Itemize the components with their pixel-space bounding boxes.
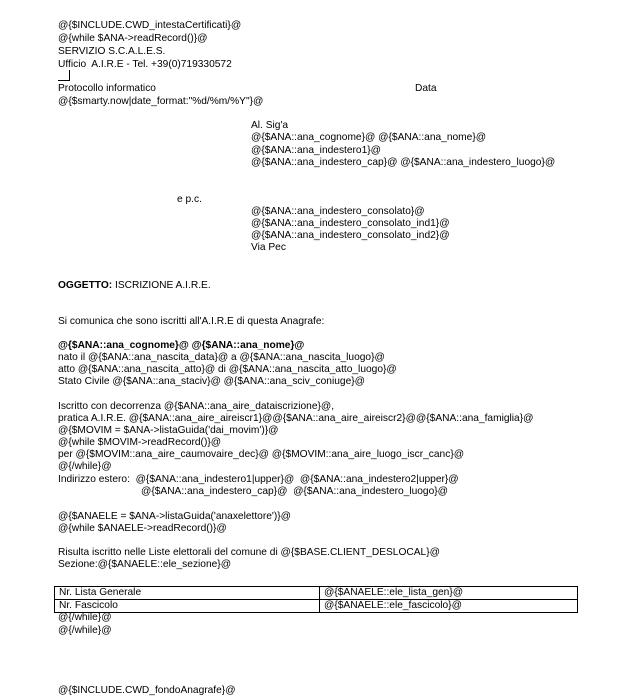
document-line <box>58 547 440 559</box>
line-text: Sezione:@{$ANAELE::ele_sezione}@ <box>58 559 232 570</box>
line-text: @{$ANA::ana_cognome}@ @{$ANA::ana_nome}@ <box>251 132 487 143</box>
text-cursor <box>58 70 70 81</box>
document-line <box>58 437 221 449</box>
line-text: @{$smarty.now|date_format:"%d/%m/%Y"}@ <box>58 96 264 107</box>
document-line <box>141 486 448 498</box>
line-text: @{$INCLUDE.CWD_intestaCertificati}@ <box>58 20 242 31</box>
line-text: @{$ANA::ana_cognome}@ @{$ANA::ana_nome}@ <box>58 340 305 351</box>
document-line <box>58 96 263 108</box>
electoral-list-table <box>54 586 578 613</box>
line-text: pratica A.I.R.E. @{$ANA::ana_aire_aireiscr1}@@{$ANA::ana_aire_aireiscr2}@@{$ANA::ana_famiglia}@ <box>58 413 534 424</box>
line-text: @{$INCLUDE.CWD_fondoAnagrafe}@ <box>58 685 236 696</box>
line-text: ISCRIZIONE A.I.R.E. <box>114 280 211 291</box>
line-text: Data <box>415 83 437 94</box>
line-text: per @{$MOVIM::ana_aire_caumovaire_dec}@ @{$MOVIM::ana_aire_luogo_iscr_canc}@ <box>58 449 465 460</box>
document-line <box>251 145 381 157</box>
document-line <box>58 425 278 437</box>
line-text: @{/while}@ <box>58 612 112 623</box>
document-line <box>251 132 486 144</box>
line-text: @{$ANA::ana_indestero_consolato}@ <box>251 206 425 217</box>
line-text: @{$ANA::ana_indestero1}@ <box>251 145 382 156</box>
document-line <box>58 33 208 45</box>
document-line <box>58 280 211 292</box>
table-cell-value: @{$ANAELE::ele_lista_gen}@ <box>320 587 578 600</box>
document-line <box>58 511 291 523</box>
line-text: Iscritto con decorrenza @{$ANA::ana_aire_dataiscrizione}@, <box>58 401 335 412</box>
document-line <box>58 340 304 352</box>
line-text: Via Pec <box>251 242 286 253</box>
document-line <box>58 20 241 32</box>
table-row <box>55 600 578 613</box>
line-text: Si comunica che sono iscritti all'A.I.R.E di questa Anagrafe: <box>58 316 325 327</box>
line-text: @{$MOVIM = $ANA->listaGuida('dai_movim')}@ <box>58 425 279 436</box>
document-line <box>251 120 288 132</box>
table-cell-label: Nr. Fascicolo <box>55 600 320 613</box>
document-line <box>251 218 450 230</box>
subject-label: OGGETTO: <box>58 280 115 291</box>
document-line <box>58 364 397 376</box>
line-text: @{$ANA::ana_indestero_consolato_ind1}@ <box>251 218 450 229</box>
document-line <box>58 625 112 637</box>
document-line <box>251 230 450 242</box>
document-line <box>251 242 286 254</box>
document-line <box>58 401 334 413</box>
document-line <box>58 612 112 624</box>
line-text: @{/while}@ <box>58 461 112 472</box>
line-text: Al. Sig'a <box>251 120 289 131</box>
document-line <box>415 83 437 95</box>
document-line <box>177 194 202 206</box>
line-text: SERVIZIO S.C.A.L.E.S. <box>58 46 166 57</box>
document-line <box>58 474 459 486</box>
line-text: Stato Civile @{$ANA::ana_staciv}@ @{$ANA::ana_sciv_coniuge}@ <box>58 376 365 387</box>
document-line <box>58 376 365 388</box>
document-line <box>58 413 533 425</box>
line-text: Ufficio A.I.R.E - Tel. +39(0)719330572 <box>58 59 232 70</box>
line-text: @{$ANA::ana_indestero_cap}@ @{$ANA::ana_indestero_luogo}@ <box>141 486 449 497</box>
table-cell-value: @{$ANAELE::ele_fascicolo}@ <box>320 600 578 613</box>
line-text: @{$ANAELE = $ANA->listaGuida('anaxelettore')}@ <box>58 511 291 522</box>
line-text: e p.c. <box>177 194 202 205</box>
document-line <box>251 206 425 218</box>
document-line <box>58 449 464 461</box>
line-text: Protocollo informatico <box>58 83 156 94</box>
document-line <box>58 316 324 328</box>
line-text: @{/while}@ <box>58 625 112 636</box>
line-text: @{$ANA::ana_indestero_cap}@ @{$ANA::ana_indestero_luogo}@ <box>251 157 556 168</box>
line-text: @{while $ANA->readRecord()}@ <box>58 33 208 44</box>
table-cell-label: Nr. Lista Generale <box>55 587 320 600</box>
line-text: @{while $ANAELE->readRecord()}@ <box>58 523 227 534</box>
line-text: @{$ANA::ana_indestero_consolato_ind2}@ <box>251 230 450 241</box>
document-line <box>58 685 236 697</box>
document-line <box>58 352 385 364</box>
line-text: atto @{$ANA::ana_nascita_atto}@ di @{$ANA::ana_nascita_atto_luogo}@ <box>58 364 397 375</box>
document-line <box>58 46 165 58</box>
document-line <box>58 461 112 473</box>
line-text: Risulta iscritto nelle Liste elettorali del comune di @{$BASE.CLIENT_DESLOCAL}@ <box>58 547 440 558</box>
line-text: nato il @{$ANA::ana_nascita_data}@ a @{$ANA::ana_nascita_luogo}@ <box>58 352 385 363</box>
table-row <box>55 587 578 600</box>
document-line <box>58 559 231 571</box>
line-text: @{while $MOVIM->readRecord()}@ <box>58 437 222 448</box>
document-line <box>58 523 227 535</box>
document-line <box>58 83 156 95</box>
document-line <box>58 59 232 71</box>
line-text: Indirizzo estero: @{$ANA::ana_indestero1|upper}@ @{$ANA::ana_indestero2|upper}@ <box>58 474 459 485</box>
document-line <box>251 157 555 169</box>
